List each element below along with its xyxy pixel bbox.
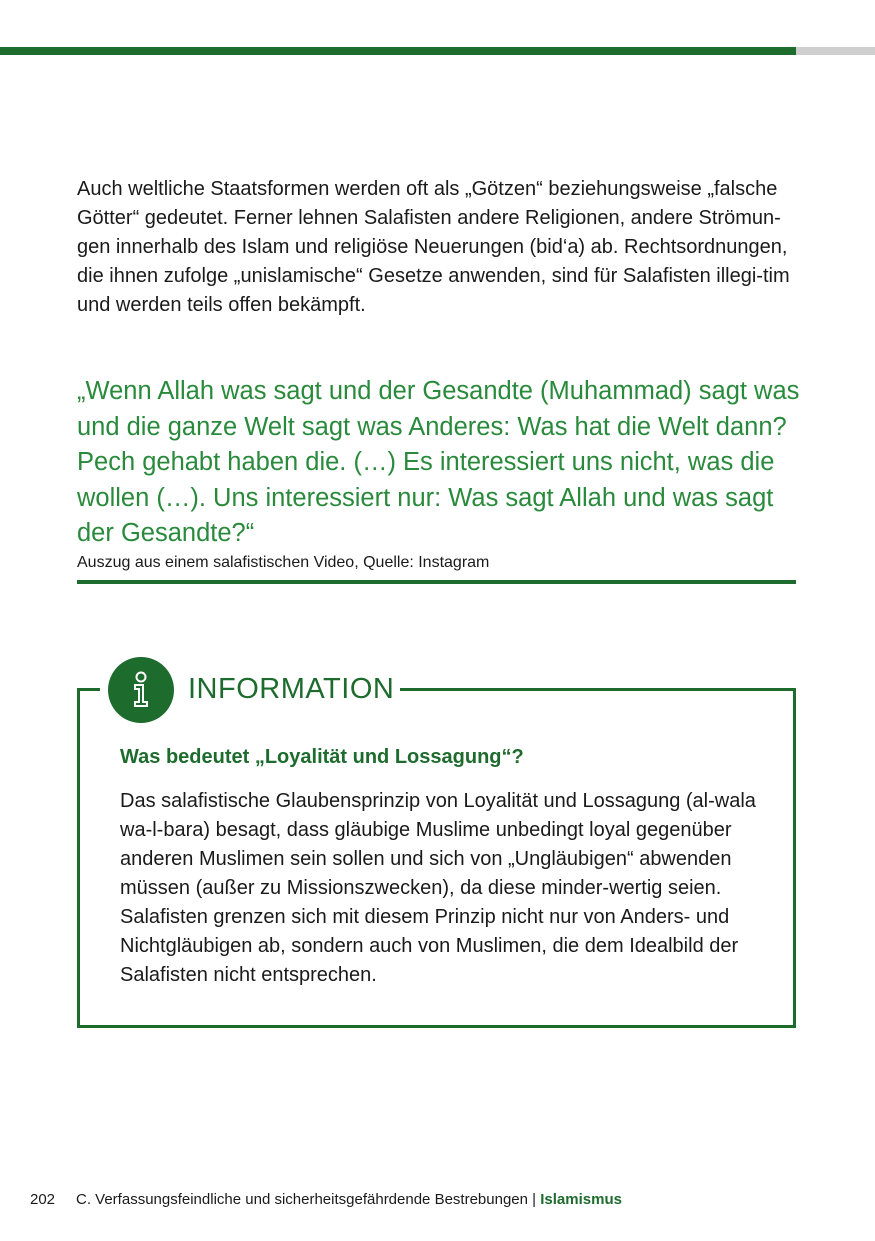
page-footer xyxy=(30,1189,622,1211)
top-accent-bar-grey xyxy=(796,47,875,55)
info-box-body: Das salafistische Glaubensprinzip von Loyalität und Lossagung (al-wala wa-l-bara) besagt, dass gläubige Muslime unbedingt loyal gegenüber anderen Muslimen sein sollen und sich von „Ungläubigen“ abwenden müssen (außer zu Missionszwecken), da diese minder-wertig seien. Salafisten grenzen sich mit diesem Prinzip nicht nur von Anders- und Nichtgläubigen ab, sondern auch von Muslimen, die dem Idealbild der Salafisten nicht entsprechen. xyxy=(120,790,756,986)
top-accent-bar xyxy=(0,47,796,55)
page-number: 202 xyxy=(30,1191,56,1208)
info-icon xyxy=(108,657,174,723)
pull-quote: „Wenn Allah was sagt und der Gesandte (Muhammad) sagt was und die ganze Welt sagt was Anderes: Was hat die Welt dann? Pech gehabt haben die. (…) Es interessiert uns nicht, was die wollen (…). Uns interessiert nur: Was sagt Allah und was sagt der Gesandte?“ xyxy=(77,377,800,547)
footer-separator: | xyxy=(532,1191,537,1208)
info-box-heading: Was bedeutet „Loyalität und Lossagung“? xyxy=(120,746,524,768)
info-box-label: INFORMATION xyxy=(188,673,395,705)
quote-source: Auszug aus einem salafistischen Video, Quelle: Instagram xyxy=(77,554,490,571)
footer-section: Islamismus xyxy=(540,1191,622,1208)
footer-chapter: C. Verfassungsfeindliche und sicherheitsgefährdende Bestrebungen xyxy=(76,1191,528,1208)
quote-divider xyxy=(77,580,796,584)
intro-paragraph: Auch weltliche Staatsformen werden oft als „Götzen“ beziehungsweise „falsche Götter“ gedeutet. Ferner lehnen Salafisten andere Religionen, andere Strömun-gen innerhalb des Islam und religiöse Neuerungen (bid‘a) ab. Rechtsordnungen, die ihnen zufolge „unislamische“ Gesetze anwenden, sind für Salafisten illegi-tim und werden teils offen bekämpft. xyxy=(77,178,790,316)
